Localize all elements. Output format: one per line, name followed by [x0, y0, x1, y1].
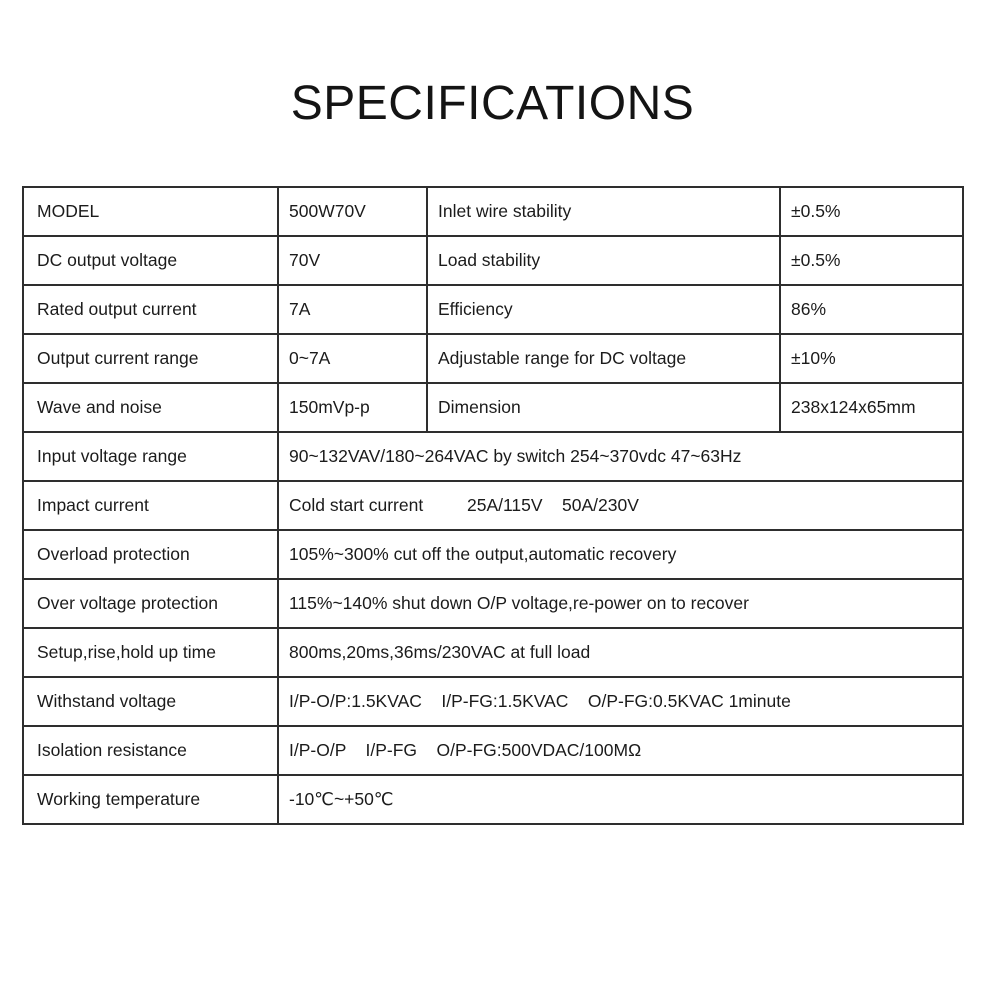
spec-label: Rated output current [23, 285, 278, 334]
table-row [23, 530, 963, 579]
spec-label: Output current range [23, 334, 278, 383]
spec-label: Wave and noise [23, 383, 278, 432]
spec-value: ±0.5% [780, 187, 963, 236]
table-row [23, 383, 963, 432]
spec-label: Working temperature [23, 775, 278, 824]
spec-value: I/P-O/P:1.5KVAC I/P-FG:1.5KVAC O/P-FG:0.5KVAC 1minute [278, 677, 963, 726]
table-row [23, 481, 963, 530]
spec-label: Efficiency [427, 285, 780, 334]
spec-label: MODEL [23, 187, 278, 236]
spec-label: Load stability [427, 236, 780, 285]
spec-label: Isolation resistance [23, 726, 278, 775]
page-title: SPECIFICATIONS [290, 77, 695, 130]
spec-value: 86% [780, 285, 963, 334]
spec-label: Inlet wire stability [427, 187, 780, 236]
spec-label: Adjustable range for DC voltage [427, 334, 780, 383]
spec-label: Setup,rise,hold up time [23, 628, 278, 677]
spec-value: 150mVp-p [278, 383, 427, 432]
spec-label: Input voltage range [23, 432, 278, 481]
table-row [23, 334, 963, 383]
table-row [23, 775, 963, 824]
spec-label: Dimension [427, 383, 780, 432]
spec-value: 7A [278, 285, 427, 334]
table-row [23, 726, 963, 775]
spec-label: DC output voltage [23, 236, 278, 285]
table-row [23, 677, 963, 726]
spec-value: Cold start current 25A/115V 50A/230V [278, 481, 963, 530]
spec-value: 115%~140% shut down O/P voltage,re-power on to recover [278, 579, 963, 628]
table-row [23, 187, 963, 236]
spec-value: ±10% [780, 334, 963, 383]
spec-label: Over voltage protection [23, 579, 278, 628]
spec-label: Withstand voltage [23, 677, 278, 726]
spec-value: 90~132VAV/180~264VAC by switch 254~370vdc 47~63Hz [278, 432, 963, 481]
table-row [23, 236, 963, 285]
spec-value: I/P-O/P I/P-FG O/P-FG:500VDAC/100MΩ [278, 726, 963, 775]
spec-value: 70V [278, 236, 427, 285]
table-row [23, 628, 963, 677]
spec-value: 238x124x65mm [780, 383, 963, 432]
spec-label: Impact current [23, 481, 278, 530]
spec-value: ±0.5% [780, 236, 963, 285]
spec-value: 0~7A [278, 334, 427, 383]
spec-value: 105%~300% cut off the output,automatic recovery [278, 530, 963, 579]
table-row [23, 432, 963, 481]
spec-value: 800ms,20ms,36ms/230VAC at full load [278, 628, 963, 677]
spec-label: Overload protection [23, 530, 278, 579]
specifications-table [22, 186, 964, 825]
spec-value: 500W70V [278, 187, 427, 236]
table-row [23, 285, 963, 334]
spec-value: -10℃~+50℃ [278, 775, 963, 824]
table-row [23, 579, 963, 628]
